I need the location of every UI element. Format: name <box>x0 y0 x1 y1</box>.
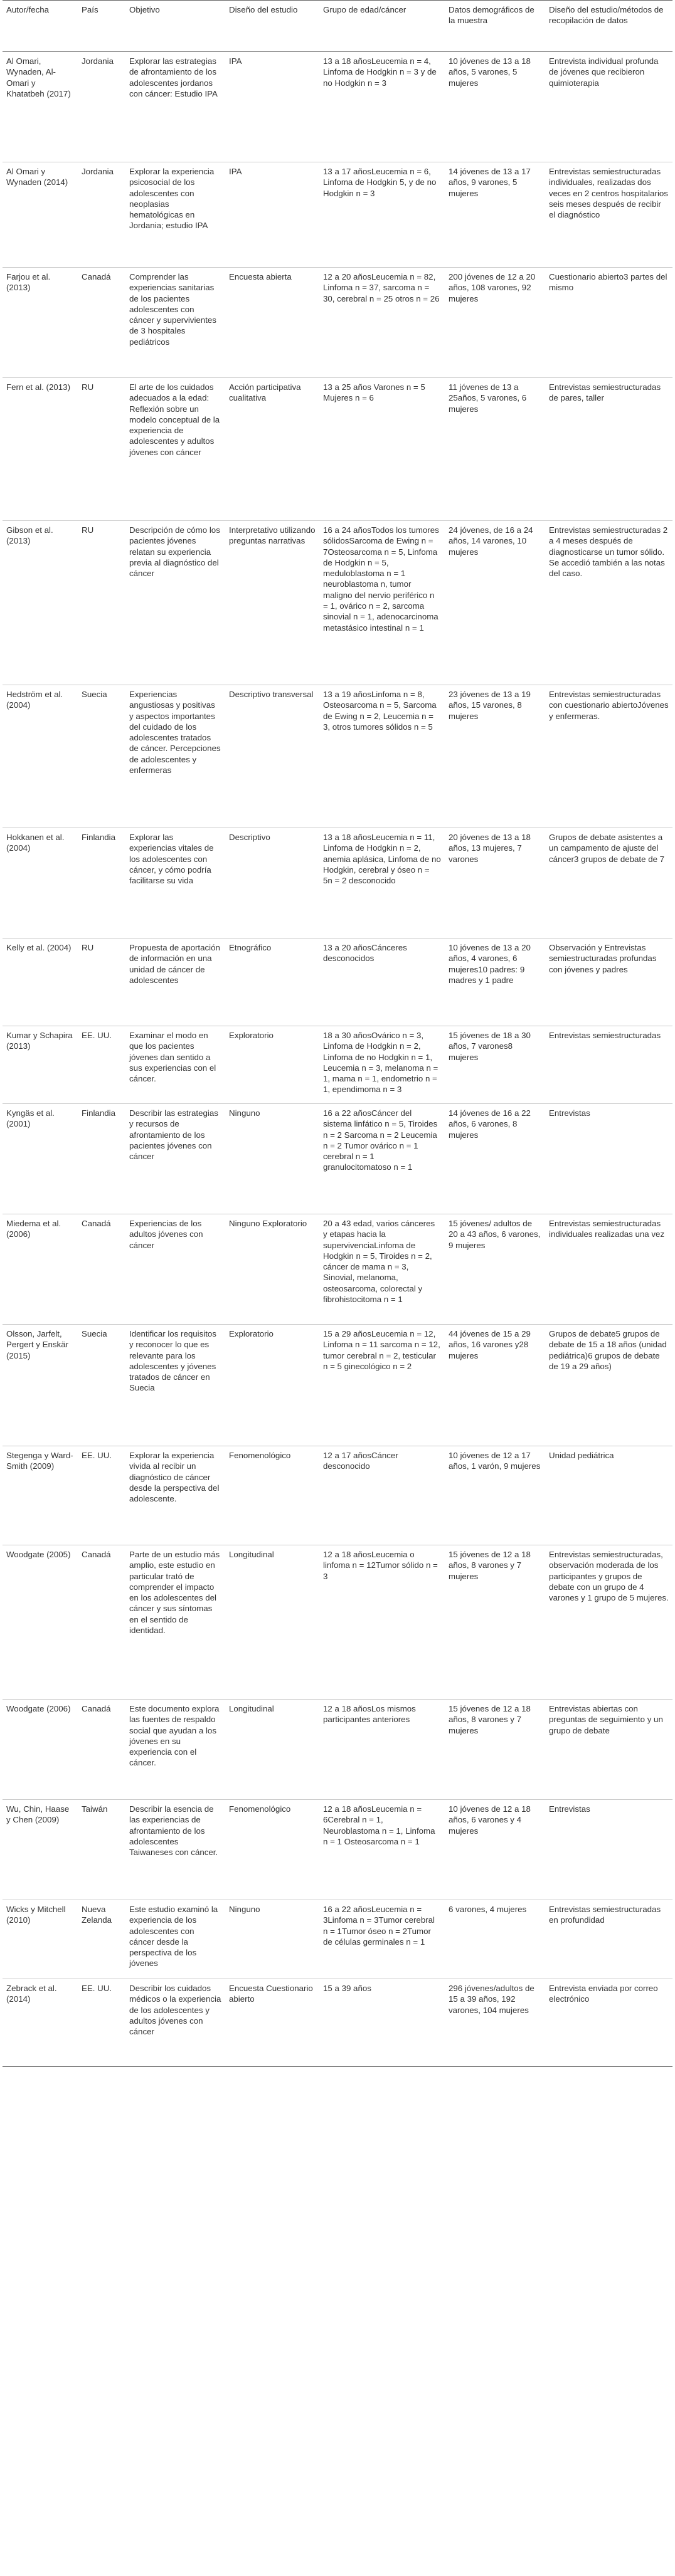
cell-author: Gibson et al. (2013) <box>6 525 53 546</box>
cell-age-cancer: 13 a 18 añosLeucemia n = 11, Linfoma de Hodgkin n = 2, anemia aplásica, Linfoma de no Hodgkin, cerebral y óseo n = 5n = 2 desconocido <box>323 833 441 886</box>
cell-country: Canadá <box>82 1550 111 1559</box>
cell-methods: Entrevistas semiestructuradas, observación moderada de los participantes y grupos de debate con un grupo de 4 varones y 1 grupo de 5 mujeres. <box>549 1550 669 1603</box>
cell-age-cancer: 12 a 20 añosLeucemia n = 82, Linfoma n = 37, sarcoma n = 30, cerebral n = 25 otros n = 26 <box>323 272 440 303</box>
cell-age-cancer: 12 a 18 añosLeucemia o linfoma n = 12Tumor sólido n = 3 <box>323 1550 438 1581</box>
cell-country: EE. UU. <box>82 1031 112 1040</box>
cell-author: Hokkanen et al. (2004) <box>6 833 65 853</box>
cell-objective: Describir la esencia de las experiencias de afrontamiento de los adolescentes Taiwaneses con cáncer. <box>129 1804 218 1858</box>
studies-table <box>3 0 672 2067</box>
cell-design: Descriptivo <box>229 833 270 842</box>
cell-demographics: 10 jóvenes de 12 a 18 años, 6 varones y 4 mujeres <box>449 1804 531 1836</box>
cell-methods: Grupos de debate5 grupos de debate de 15 a 18 años (unidad pediátrica)6 grupos de debate de 19 a 29 años) <box>549 1329 667 1371</box>
cell-country: Jordania <box>82 167 114 176</box>
table-row <box>3 1214 672 1325</box>
cell-age-cancer: 13 a 17 añosLeucemia n = 6, Linfoma de Hodgkin 5, y de no Hodgkin n = 3 <box>323 167 437 198</box>
cell-author: Miedema et al. (2006) <box>6 1219 61 1239</box>
table-row <box>3 1545 672 1700</box>
cell-demographics: 44 jóvenes de 15 a 29 años, 16 varones y28 mujeres <box>449 1329 531 1360</box>
table-row <box>3 268 672 378</box>
table-row <box>3 1104 672 1214</box>
table-row <box>3 1700 672 1800</box>
cell-design: Fenomenológico <box>229 1804 291 1814</box>
cell-methods: Entrevistas semiestructuradas <box>549 1031 661 1040</box>
cell-design: Interpretativo utilizando preguntas narrativas <box>229 525 316 546</box>
cell-author: Al Omari, Wynaden, Al-Omari y Khatatbeh (2017) <box>6 56 71 98</box>
cell-objective: Explorar la experiencia psicosocial de los adolescentes con neoplasias hematológicas en Jordania; estudio IPA <box>129 167 215 231</box>
cell-objective: Explorar la experiencia vivida al recibir un diagnóstico de cáncer desde la perspectiva del adolescente. <box>129 1451 220 1504</box>
cell-methods: Entrevistas <box>549 1108 590 1118</box>
header-author: Autor/fecha <box>6 5 50 14</box>
cell-objective: Explorar las experiencias vitales de los adolescentes con cáncer, y cómo podría facilitarse su vida <box>129 833 214 886</box>
cell-demographics: 20 jóvenes de 13 a 18 años, 13 mujeres, 7 varones <box>449 833 531 864</box>
cell-country: Canadá <box>82 272 111 281</box>
cell-author: Wicks y Mitchell (2010) <box>6 1905 66 1925</box>
cell-demographics: 15 jóvenes de 12 a 18 años, 8 varones y 7 mujeres <box>449 1704 531 1735</box>
cell-demographics: 10 jóvenes de 12 a 17 años, 1 varón, 9 mujeres <box>449 1451 541 1471</box>
table-row <box>3 52 672 162</box>
cell-age-cancer: 13 a 20 añosCánceres desconocidos <box>323 943 407 964</box>
cell-author: Zebrack et al. (2014) <box>6 1984 57 2004</box>
cell-design: IPA <box>229 56 242 66</box>
cell-country: Finlandia <box>82 1108 115 1118</box>
cell-author: Farjou et al. (2013) <box>6 272 51 293</box>
cell-objective: Describir las estrategias y recursos de afrontamiento de los pacientes jóvenes con cáncer <box>129 1108 218 1162</box>
cell-design: Ninguno Exploratorio <box>229 1219 307 1228</box>
cell-design: Ninguno <box>229 1905 260 1914</box>
cell-author: Al Omari y Wynaden (2014) <box>6 167 68 187</box>
cell-age-cancer: 12 a 18 añosLeucemia n = 6Cerebral n = 1, Neuroblastoma n = 1, Linfoma n = 1 Osteosarcoma n = 1 <box>323 1804 435 1846</box>
cell-author: Fern et al. (2013) <box>6 382 70 392</box>
table-row <box>3 1900 672 1979</box>
header-row <box>3 1 672 52</box>
cell-age-cancer: 16 a 22 añosLeucemia n = 3Linfoma n = 3Tumor cerebral n = 1Tumor óseo n = 2Tumor de células germinales n = 1 <box>323 1905 435 1947</box>
table-row <box>3 1325 672 1446</box>
cell-objective: Descripción de cómo los pacientes jóvenes relatan su experiencia previa al diagnóstico del cáncer <box>129 525 220 579</box>
cell-methods: Entrevistas semiestructuradas 2 a 4 meses después de diagnosticarse un tumor sólido. Se accedió también a las notas del caso. <box>549 525 668 579</box>
cell-design: Acción participativa cualitativa <box>229 382 301 403</box>
cell-demographics: 15 jóvenes/ adultos de 20 a 43 años, 6 varones, 9 mujeres <box>449 1219 541 1250</box>
cell-demographics: 15 jóvenes de 12 a 18 años, 8 varones y 7 mujeres <box>449 1550 531 1581</box>
cell-methods: Grupos de debate asistentes a un campamento de ajuste del cáncer3 grupos de debate de 7 <box>549 833 665 864</box>
table-row <box>3 1979 672 2067</box>
cell-objective: Explorar las estrategias de afrontamiento de los adolescentes jordanos con cáncer: Estudio IPA <box>129 56 218 98</box>
cell-demographics: 11 jóvenes de 13 a 25años, 5 varones, 6 mujeres <box>449 382 527 414</box>
cell-age-cancer: 16 a 22 añosCáncer del sistema linfático n = 5, Tiroides n = 2 Sarcoma n = 2 Leucemia n = 2 Tumor ovárico n = 1 cerebral n = 1 granulocitomatoso n = 1 <box>323 1108 438 1172</box>
cell-age-cancer: 20 a 43 edad, varios cánceres y etapas hacia la supervivenciaLinfoma de Hodgkin n = 5, Tiroides n = 2, cáncer de mama n = 3, Sinovial, melanoma, osteosarcoma, colorectal y fibrohistocitoma n = 1 <box>323 1219 435 1305</box>
table-row <box>3 1026 672 1104</box>
cell-methods: Observación y Entrevistas semiestructuradas profundas con jóvenes y padres <box>549 943 657 974</box>
cell-country: EE. UU. <box>82 1984 112 1993</box>
cell-author: Hedström et al. (2004) <box>6 690 63 710</box>
cell-country: Taiwán <box>82 1804 108 1814</box>
header-objective: Objetivo <box>129 5 160 14</box>
cell-methods: Entrevistas semiestructuradas de pares, taller <box>549 382 661 403</box>
cell-demographics: 200 jóvenes de 12 a 20 años, 108 varones, 92 mujeres <box>449 272 536 303</box>
cell-author: Kumar y Schapira (2013) <box>6 1031 73 1051</box>
cell-methods: Entrevistas semiestructuradas individuales, realizadas dos veces en 2 centros hospitalarios seis meses después de recibir el diagnóstico <box>549 167 668 220</box>
cell-age-cancer: 12 a 17 añosCáncer desconocido <box>323 1451 398 1471</box>
cell-country: RU <box>82 382 94 392</box>
header-methods: Diseño del estudio/métodos de recopilación de datos <box>549 5 664 26</box>
table-row <box>3 162 672 268</box>
cell-objective: Comprender las experiencias sanitarias de los pacientes adolescentes con cáncer y supervivientes de 3 hospitales pediátricos <box>129 272 216 347</box>
cell-age-cancer: 13 a 18 añosLeucemia n = 4, Linfoma de Hodgkin n = 3 y de no Hodgkin n = 3 <box>323 56 437 88</box>
cell-demographics: 15 jóvenes de 18 a 30 años, 7 varones8 mujeres <box>449 1031 531 1062</box>
cell-country: Jordania <box>82 56 114 66</box>
cell-age-cancer: 12 a 18 añosLos mismos participantes anteriores <box>323 1704 416 1725</box>
cell-age-cancer: 16 a 24 añosTodos los tumores sólidosSarcoma de Ewing n = 7Osteosarcoma n = 5, Linfoma de Hodgkin n = 5, meduloblastoma n = 1 neuroblastoma n, tumor maligno del nervio periférico n = 1, ovárico n = 2, sarcoma sinovial n = 1, adenocarcinoma metastásico intestinal n = 1 <box>323 525 439 633</box>
cell-design: Exploratorio <box>229 1031 274 1040</box>
cell-design: Longitudinal <box>229 1550 274 1559</box>
cell-objective: Propuesta de aportación de información en una unidad de cáncer de adolescentes <box>129 943 220 985</box>
cell-age-cancer: 15 a 39 años <box>323 1984 371 1993</box>
cell-demographics: 14 jóvenes de 13 a 17 años, 9 varones, 5 mujeres <box>449 167 531 198</box>
cell-design: Fenomenológico <box>229 1451 291 1460</box>
table-row <box>3 685 672 828</box>
cell-country: Canadá <box>82 1219 111 1228</box>
cell-age-cancer: 18 a 30 añosOvárico n = 3, Linfoma de Hodgkin n = 2, Linfoma de no Hodgkin n = 1, Leucemia n = 3, melanoma n = 1, mama n = 1, endometrio n = 1, ependimoma n = 3 <box>323 1031 438 1095</box>
cell-design: Descriptivo transversal <box>229 690 314 699</box>
cell-methods: Entrevistas semiestructuradas individuales realizadas una vez <box>549 1219 665 1239</box>
cell-age-cancer: 13 a 19 añosLinfoma n = 8, Osteosarcoma n = 5, Sarcoma de Ewing n = 2, Leucemia n = 3, otros tumores sólidos n = 5 <box>323 690 437 732</box>
header-age-cancer: Grupo de edad/cáncer <box>323 5 407 14</box>
cell-age-cancer: 13 a 25 años Varones n = 5 Mujeres n = 6 <box>323 382 425 403</box>
table-row <box>3 1446 672 1545</box>
cell-objective: Identificar los requisitos y reconocer lo que es relevante para los adolescentes y jóvenes tratados de cáncer en Suecia <box>129 1329 216 1393</box>
header-design: Diseño del estudio <box>229 5 298 14</box>
cell-author: Woodgate (2006) <box>6 1704 71 1713</box>
cell-country: Suecia <box>82 690 107 699</box>
cell-demographics: 6 varones, 4 mujeres <box>449 1905 527 1914</box>
table-row <box>3 378 672 521</box>
cell-demographics: 296 jóvenes/adultos de 15 a 39 años, 192 varones, 104 mujeres <box>449 1984 534 2015</box>
table-row <box>3 828 672 938</box>
cell-objective: Experiencias de los adultos jóvenes con cáncer <box>129 1219 203 1250</box>
cell-age-cancer: 15 a 29 añosLeucemia n = 12, Linfoma n = 11 sarcoma n = 12, tumor cerebral n = 2, testicular n = 5 ginecológico n = 2 <box>323 1329 440 1371</box>
cell-country: Finlandia <box>82 833 115 842</box>
cell-objective: Examinar el modo en que los pacientes jóvenes dan sentido a sus experiencias con el cáncer. <box>129 1031 216 1084</box>
cell-country: RU <box>82 943 94 952</box>
cell-country: RU <box>82 525 94 535</box>
cell-design: IPA <box>229 167 242 176</box>
cell-demographics: 10 jóvenes de 13 a 18 años, 5 varones, 5 mujeres <box>449 56 531 88</box>
table-row <box>3 1800 672 1900</box>
cell-author: Woodgate (2005) <box>6 1550 71 1559</box>
table-row <box>3 938 672 1026</box>
table-row <box>3 521 672 685</box>
cell-objective: Este estudio examinó la experiencia de los adolescentes con cáncer desde la perspectiva de los jóvenes <box>129 1905 218 1969</box>
cell-methods: Entrevistas semiestructuradas con cuestionario abiertoJóvenes y enfermeras. <box>549 690 669 721</box>
cell-design: Exploratorio <box>229 1329 274 1338</box>
cell-country: Suecia <box>82 1329 107 1338</box>
cell-methods: Cuestionario abierto3 partes del mismo <box>549 272 667 293</box>
cell-design: Longitudinal <box>229 1704 274 1713</box>
cell-country: Nueva Zelanda <box>82 1905 112 1925</box>
cell-country: EE. UU. <box>82 1451 112 1460</box>
cell-country: Canadá <box>82 1704 111 1713</box>
cell-demographics: 14 jóvenes de 16 a 22 años, 6 varones, 8 mujeres <box>449 1108 531 1140</box>
cell-demographics: 23 jóvenes de 13 a 19 años, 15 varones, 8 mujeres <box>449 690 531 721</box>
cell-methods: Entrevistas semiestructuradas en profundidad <box>549 1905 661 1925</box>
cell-design: Etnográfico <box>229 943 272 952</box>
cell-author: Kyngäs et al. (2001) <box>6 1108 55 1129</box>
cell-author: Wu, Chin, Haase y Chen (2009) <box>6 1804 70 1825</box>
cell-methods: Entrevistas abiertas con preguntas de seguimiento y un grupo de debate <box>549 1704 663 1735</box>
cell-methods: Entrevistas <box>549 1804 590 1814</box>
cell-author: Olsson, Jarfelt, Pergert y Enskär (2015) <box>6 1329 69 1360</box>
cell-methods: Unidad pediátrica <box>549 1451 614 1460</box>
cell-objective: Experiencias angustiosas y positivas y aspectos importantes del cuidado de los adolescentes tratados de cáncer. Percepciones de adolescentes y enfermeras <box>129 690 221 775</box>
cell-objective: Parte de un estudio más amplio, este estudio en particular trató de comprender el impacto en los adolescentes del cáncer y sus síntomas en el sentido de identidad. <box>129 1550 220 1636</box>
cell-design: Encuesta Cuestionario abierto <box>229 1984 313 2004</box>
cell-methods: Entrevista enviada por correo electrónico <box>549 1984 658 2004</box>
cell-demographics: 24 jóvenes, de 16 a 24 años, 14 varones, 10 mujeres <box>449 525 533 557</box>
cell-design: Encuesta abierta <box>229 272 292 281</box>
cell-objective: Este documento explora las fuentes de respaldo social que ayudan a los jóvenes en su experiencia con el cáncer. <box>129 1704 220 1768</box>
cell-methods: Entrevista individual profunda de jóvenes que recibieron quimioterapia <box>549 56 659 88</box>
cell-objective: Describir los cuidados médicos o la experiencia de los adolescentes y adultos jóvenes con cáncer <box>129 1984 221 2037</box>
cell-design: Ninguno <box>229 1108 260 1118</box>
cell-objective: El arte de los cuidados adecuados a la edad: Reflexión sobre un modelo conceptual de la experiencia de adolescentes y adultos jóvenes con cáncer <box>129 382 220 457</box>
cell-author: Stegenga y Ward-Smith (2009) <box>6 1451 73 1471</box>
cell-demographics: 10 jóvenes de 13 a 20 años, 4 varones, 6 mujeres10 padres: 9 madres y 1 padre <box>449 943 531 985</box>
header-demographics: Datos demográficos de la muestra <box>449 5 534 26</box>
header-country: País <box>82 5 98 14</box>
cell-author: Kelly et al. (2004) <box>6 943 72 952</box>
